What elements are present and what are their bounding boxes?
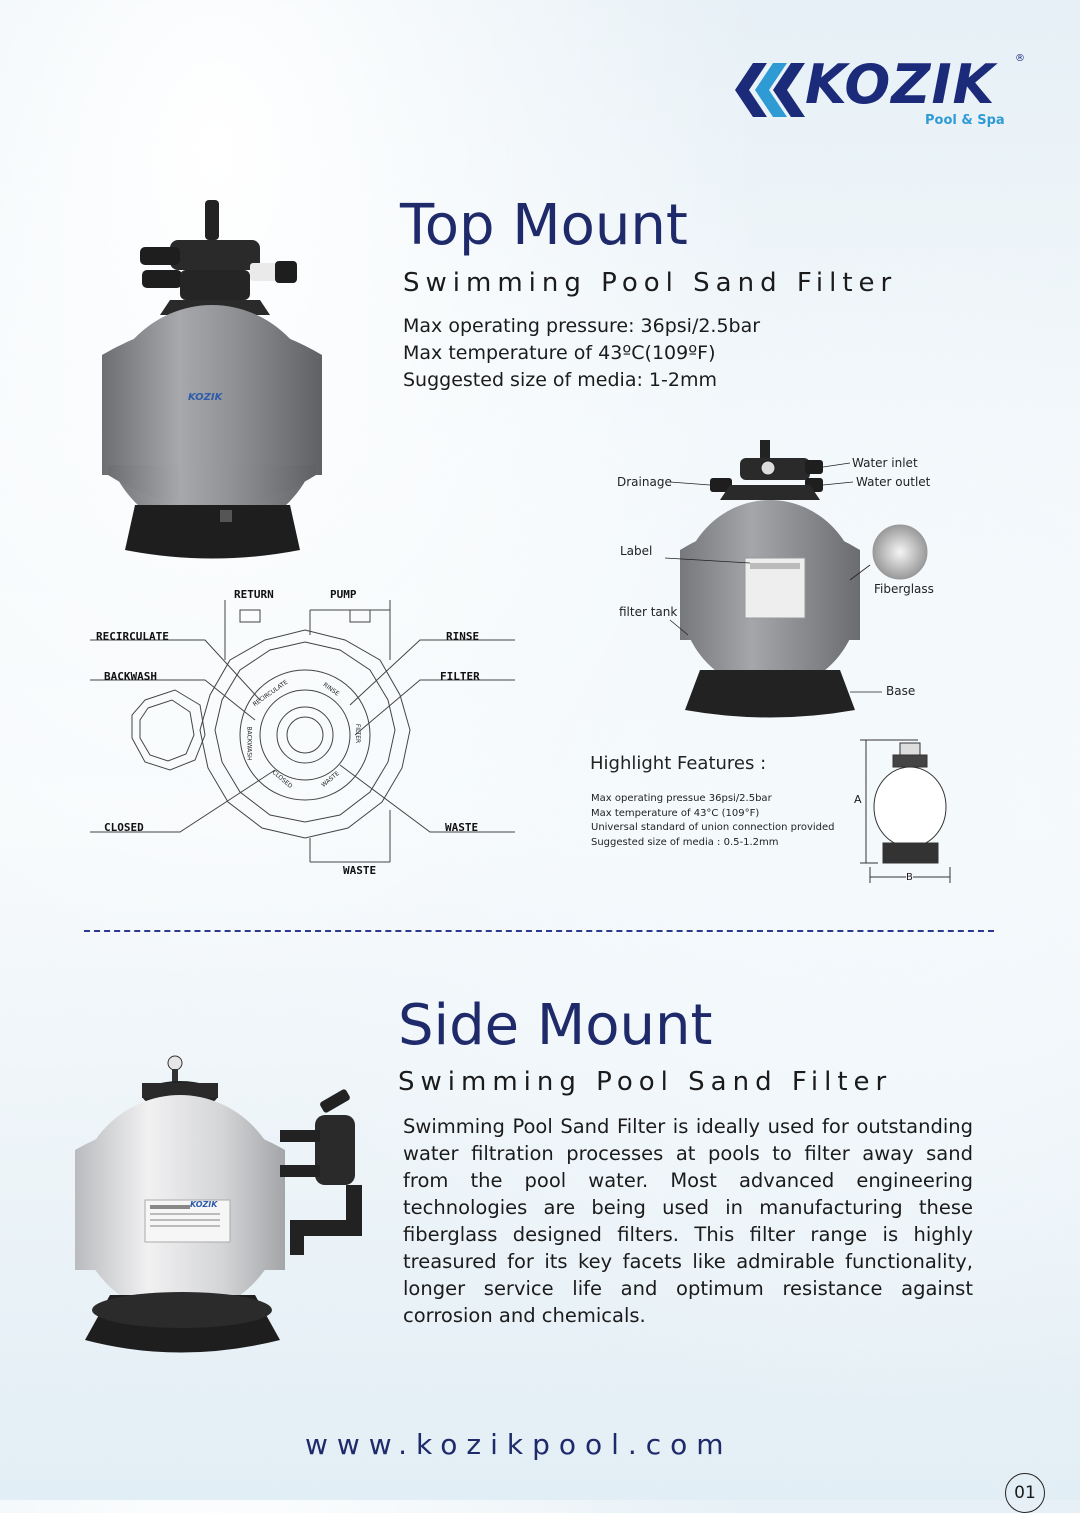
logo-tagline: Pool & Spa bbox=[925, 113, 1005, 128]
label-return: RETURN bbox=[234, 588, 274, 601]
dial-closed: CLOSED bbox=[270, 769, 294, 790]
label-filter-tank: filter tank bbox=[619, 605, 678, 619]
page-number: 01 bbox=[1005, 1473, 1045, 1513]
logo-mark-icon bbox=[735, 55, 810, 125]
website-link[interactable]: www.kozikpool.com bbox=[305, 1428, 733, 1461]
dial-backwash: BACKWASH bbox=[245, 726, 253, 761]
label-drainage: Drainage bbox=[617, 475, 672, 489]
label-water-inlet: Water inlet bbox=[852, 456, 918, 470]
label-water-outlet: Water outlet bbox=[856, 475, 931, 489]
side-mount-product-logo: KOZIK bbox=[190, 1200, 218, 1209]
label-recirculate: RECIRCULATE bbox=[96, 630, 169, 643]
label-filter: FILTER bbox=[440, 670, 480, 683]
dial-recirculate: RECIRCULATE bbox=[251, 678, 290, 709]
feature-media: Suggested size of media : 0.5-1.2mm bbox=[591, 836, 779, 848]
label-pump: PUMP bbox=[330, 588, 357, 601]
highlight-features-title: Highlight Features : bbox=[590, 753, 767, 774]
feature-temperature: Max temperature of 43°C (109°F) bbox=[591, 807, 760, 819]
feature-pressure: Max operating pressue 36psi/2.5bar bbox=[591, 793, 772, 804]
registered-mark: ® bbox=[1015, 53, 1025, 64]
top-mount-product-logo: KOZIK bbox=[188, 392, 223, 403]
top-mount-specs bbox=[403, 313, 760, 394]
filter-parts-diagram bbox=[610, 430, 950, 730]
side-mount-filter-image bbox=[70, 1055, 380, 1365]
label-label: Label bbox=[620, 544, 653, 558]
logo-wordmark: KOZIK bbox=[805, 53, 996, 116]
spec-pressure: Max operating pressure: 36psi/2.5bar bbox=[403, 315, 761, 337]
top-mount-title: Top Mount bbox=[400, 193, 688, 258]
dial-filter: FILTER bbox=[354, 723, 362, 744]
multiport-valve-diagram bbox=[90, 580, 520, 880]
dim-label-a: A bbox=[854, 793, 862, 806]
feature-union: Universal standard of union connection provided bbox=[591, 822, 835, 833]
dim-label-b: B bbox=[906, 872, 913, 883]
top-mount-subtitle: Swimming Pool Sand Filter bbox=[403, 268, 898, 298]
label-base: Base bbox=[886, 684, 916, 698]
label-waste-bottom: WASTE bbox=[343, 864, 377, 877]
dial-rinse: RINSE bbox=[321, 681, 341, 698]
dimension-drawing bbox=[848, 735, 958, 885]
label-waste-right: WASTE bbox=[445, 821, 479, 834]
label-backwash: BACKWASH bbox=[104, 670, 157, 683]
side-mount-title: Side Mount bbox=[398, 993, 713, 1058]
section-divider bbox=[84, 930, 994, 932]
label-rinse: RINSE bbox=[446, 630, 480, 643]
top-mount-filter-image bbox=[100, 195, 330, 560]
brand-logo bbox=[735, 55, 1035, 135]
label-fiberglass: Fiberglass bbox=[874, 582, 934, 596]
dial-waste: WASTE bbox=[320, 770, 341, 789]
label-closed: CLOSED bbox=[104, 821, 144, 834]
spec-media: Suggested size of media: 1-2mm bbox=[403, 369, 717, 391]
side-mount-subtitle: Swimming Pool Sand Filter bbox=[398, 1067, 893, 1097]
highlight-features-list bbox=[591, 792, 835, 850]
spec-temperature: Max temperature of 43ºC(109ºF) bbox=[403, 342, 716, 364]
side-mount-description: Swimming Pool Sand Filter is ideally used for outstanding water filtration processes at pools to filter away sand from the pool water. Most advanced engineering technologies are being used in manufacturing these fiberglass designed filters. This filter range is highly treasured for its key facets like admirable functionality, longer service life and optimum resistance against corrosion and chemicals. bbox=[403, 1115, 973, 1327]
